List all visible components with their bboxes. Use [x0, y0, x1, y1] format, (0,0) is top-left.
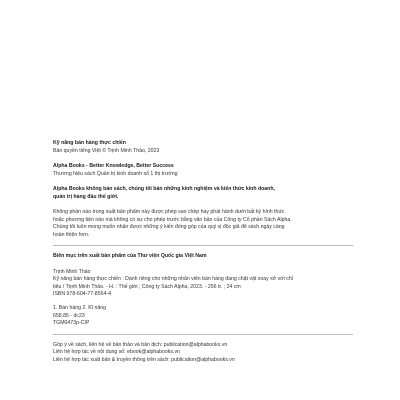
cataloging-isbn: ISBN 978-604-77-8554-4 [53, 291, 111, 298]
cataloging-subjects: 1. Bán hàng 2. Kĩ năng [53, 304, 107, 311]
cataloging-ddc: 658.85 - dc23 [53, 312, 85, 319]
cataloging-entry-line-2: tiêu / Trịnh Minh Thảo. - H. : Thế giới ; Công ty Sách Alpha, 2023. - 256 tr. ; 24 cm [53, 283, 241, 290]
notice-line-2: hoặc phương tiện nào mà không có sự cho phép trước bằng văn bản của Công ty Cổ phần Sách Alpha. [53, 216, 292, 223]
divider-top [53, 245, 353, 246]
book-title: Kỹ năng bán hàng thực chiến [53, 140, 126, 146]
cataloging-heading: Biên mục trên xuất bản phẩm của Thư viện Quốc gia Việt Nam [53, 253, 207, 260]
contact-line-1: Góp ý về sách, liên hệ về bản thảo và bản dịch: publication@alphabooks.vn [53, 341, 228, 348]
book-copyright: Bản quyền tiếng Việt © Trịnh Minh Thảo, 2023 [53, 147, 160, 154]
publisher-mission-line-1: Alpha Books không bán sách, chúng tôi bán những kinh nghiệm và kiến thức kinh doanh, [53, 186, 275, 193]
contact-line-3: Liên hệ hợp tác xuất bản & truyền thông trên sách: publication@alphabooks.vn [53, 356, 235, 363]
notice-line-1: Không phần nào trong xuất bản phẩm này được phép sao chép hay phát hành dưới bất kỳ hình thức [53, 209, 285, 216]
notice-line-3: Chúng tôi luôn mong muốn nhận được những ý kiến đóng góp của quý vị độc giả để sách ngày càng [53, 224, 285, 231]
divider-bottom [53, 334, 353, 335]
publisher-mission-line-2: quản trị hàng đầu thế giới. [53, 193, 119, 200]
cataloging-author: Trịnh Minh Thảo [53, 268, 91, 275]
publisher-name: Alpha Books - Better Knowledge, Better Success [53, 163, 174, 170]
contact-line-2: Liên hệ hợp tác về nội dung số: ebook@alphabooks.vn [53, 349, 180, 356]
copyright-content [53, 140, 353, 364]
publisher-tagline: Thương hiệu sách Quản trị kinh doanh số 1 thị trường [53, 170, 178, 177]
cataloging-code: TGM0473p-CIP [53, 320, 90, 327]
notice-line-4: hoàn thiện hơn. [53, 231, 90, 238]
cataloging-entry-line-1: Kỹ năng bán hàng thực chiến : Dành riêng cho những nhân viên bán hàng đang chật vật xoay xở với chỉ [53, 276, 293, 283]
